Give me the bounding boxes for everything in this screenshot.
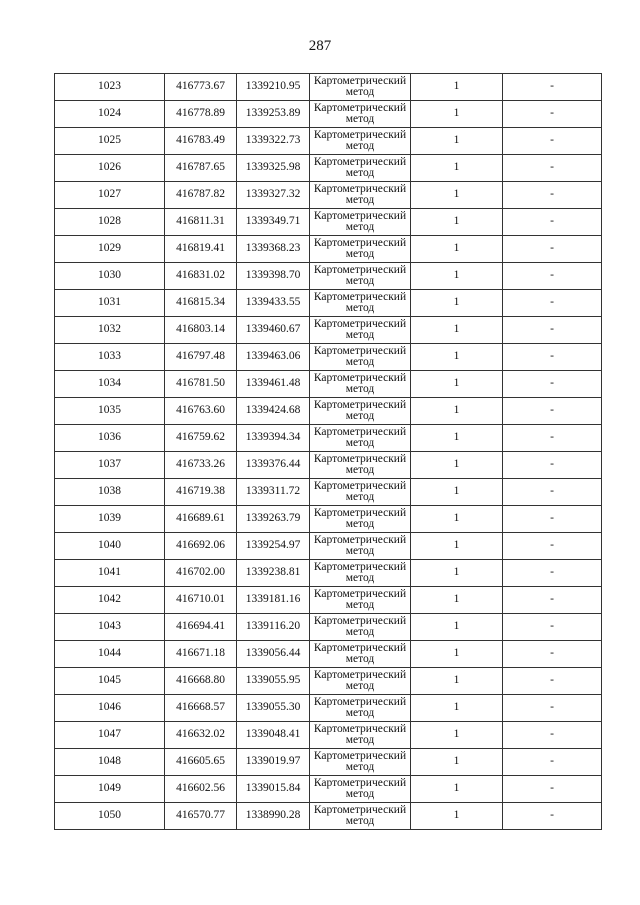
table-row xyxy=(55,722,602,749)
table-row xyxy=(55,776,602,803)
x-coordinate-cell: 416719.38 xyxy=(165,479,237,506)
method-line-1: Картометрический xyxy=(313,209,407,222)
method-line-1: Картометрический xyxy=(313,641,407,654)
table-row xyxy=(55,695,602,722)
x-coordinate-cell: 416605.65 xyxy=(165,749,237,776)
note-cell: - xyxy=(503,74,602,101)
y-coordinate-cell: 1339210.95 xyxy=(237,74,310,101)
method-cell xyxy=(310,479,411,506)
method-cell xyxy=(310,776,411,803)
method-line-2: метод xyxy=(345,410,375,422)
x-coordinate-cell: 416689.61 xyxy=(165,506,237,533)
note-cell: - xyxy=(503,344,602,371)
method-line-1: Картометрический xyxy=(313,101,407,114)
point-number-cell: 1032 xyxy=(55,317,165,344)
method-line-1: Картометрический xyxy=(313,587,407,600)
accuracy-cell: 1 xyxy=(411,587,503,614)
method-cell xyxy=(310,155,411,182)
y-coordinate-cell: 1339463.06 xyxy=(237,344,310,371)
accuracy-cell: 1 xyxy=(411,479,503,506)
accuracy-cell: 1 xyxy=(411,425,503,452)
method-cell xyxy=(310,74,411,101)
y-coordinate-cell: 1339254.97 xyxy=(237,533,310,560)
table-row xyxy=(55,128,602,155)
table-row xyxy=(55,344,602,371)
point-number-cell: 1023 xyxy=(55,74,165,101)
method-line-2: метод xyxy=(345,491,375,503)
method-cell xyxy=(310,209,411,236)
accuracy-cell: 1 xyxy=(411,668,503,695)
note-cell: - xyxy=(503,398,602,425)
method-cell xyxy=(310,614,411,641)
point-number-cell: 1036 xyxy=(55,425,165,452)
method-line-1: Картометрический xyxy=(313,344,407,357)
note-cell: - xyxy=(503,587,602,614)
table-row xyxy=(55,506,602,533)
method-line-2: метод xyxy=(345,275,375,287)
x-coordinate-cell: 416570.77 xyxy=(165,803,237,830)
method-cell xyxy=(310,236,411,263)
x-coordinate-cell: 416763.60 xyxy=(165,398,237,425)
accuracy-cell: 1 xyxy=(411,803,503,830)
point-number-cell: 1035 xyxy=(55,398,165,425)
method-line-1: Картометрический xyxy=(313,668,407,681)
method-cell xyxy=(310,425,411,452)
note-cell: - xyxy=(503,641,602,668)
point-number-cell: 1047 xyxy=(55,722,165,749)
x-coordinate-cell: 416803.14 xyxy=(165,317,237,344)
method-cell xyxy=(310,587,411,614)
point-number-cell: 1044 xyxy=(55,641,165,668)
method-line-2: метод xyxy=(345,194,375,206)
method-cell xyxy=(310,506,411,533)
y-coordinate-cell: 1339349.71 xyxy=(237,209,310,236)
method-line-2: метод xyxy=(345,653,375,665)
y-coordinate-cell: 1339424.68 xyxy=(237,398,310,425)
note-cell: - xyxy=(503,290,602,317)
method-line-2: метод xyxy=(345,626,375,638)
note-cell: - xyxy=(503,695,602,722)
note-cell: - xyxy=(503,749,602,776)
point-number-cell: 1050 xyxy=(55,803,165,830)
note-cell: - xyxy=(503,614,602,641)
y-coordinate-cell: 1339376.44 xyxy=(237,452,310,479)
method-line-1: Картометрический xyxy=(313,74,407,87)
method-line-2: метод xyxy=(345,221,375,233)
x-coordinate-cell: 416831.02 xyxy=(165,263,237,290)
accuracy-cell: 1 xyxy=(411,641,503,668)
table-row xyxy=(55,290,602,317)
table-row xyxy=(55,263,602,290)
method-cell xyxy=(310,128,411,155)
method-line-1: Картометрический xyxy=(313,776,407,789)
table-row xyxy=(55,155,602,182)
accuracy-cell: 1 xyxy=(411,371,503,398)
point-number-cell: 1040 xyxy=(55,533,165,560)
accuracy-cell: 1 xyxy=(411,317,503,344)
note-cell: - xyxy=(503,560,602,587)
note-cell: - xyxy=(503,101,602,128)
x-coordinate-cell: 416778.89 xyxy=(165,101,237,128)
accuracy-cell: 1 xyxy=(411,452,503,479)
point-number-cell: 1037 xyxy=(55,452,165,479)
method-line-2: метод xyxy=(345,302,375,314)
method-line-2: метод xyxy=(345,113,375,125)
method-line-2: метод xyxy=(345,383,375,395)
y-coordinate-cell: 1338990.28 xyxy=(237,803,310,830)
note-cell: - xyxy=(503,209,602,236)
method-line-2: метод xyxy=(345,329,375,341)
table-row xyxy=(55,182,602,209)
method-line-2: метод xyxy=(345,680,375,692)
method-line-1: Картометрический xyxy=(313,479,407,492)
y-coordinate-cell: 1339461.48 xyxy=(237,371,310,398)
accuracy-cell: 1 xyxy=(411,506,503,533)
y-coordinate-cell: 1339019.97 xyxy=(237,749,310,776)
method-line-1: Картометрический xyxy=(313,695,407,708)
method-line-2: метод xyxy=(345,167,375,179)
method-cell xyxy=(310,317,411,344)
point-number-cell: 1034 xyxy=(55,371,165,398)
method-line-2: метод xyxy=(345,734,375,746)
x-coordinate-cell: 416783.49 xyxy=(165,128,237,155)
accuracy-cell: 1 xyxy=(411,290,503,317)
x-coordinate-cell: 416815.34 xyxy=(165,290,237,317)
y-coordinate-cell: 1339116.20 xyxy=(237,614,310,641)
y-coordinate-cell: 1339048.41 xyxy=(237,722,310,749)
accuracy-cell: 1 xyxy=(411,776,503,803)
accuracy-cell: 1 xyxy=(411,209,503,236)
y-coordinate-cell: 1339055.30 xyxy=(237,695,310,722)
accuracy-cell: 1 xyxy=(411,560,503,587)
method-line-1: Картометрический xyxy=(313,452,407,465)
note-cell: - xyxy=(503,155,602,182)
x-coordinate-cell: 416710.01 xyxy=(165,587,237,614)
note-cell: - xyxy=(503,506,602,533)
method-line-1: Картометрический xyxy=(313,371,407,384)
method-line-2: метод xyxy=(345,437,375,449)
note-cell: - xyxy=(503,371,602,398)
point-number-cell: 1028 xyxy=(55,209,165,236)
note-cell: - xyxy=(503,452,602,479)
y-coordinate-cell: 1339181.16 xyxy=(237,587,310,614)
x-coordinate-cell: 416819.41 xyxy=(165,236,237,263)
method-cell xyxy=(310,749,411,776)
table-row xyxy=(55,479,602,506)
accuracy-cell: 1 xyxy=(411,614,503,641)
method-cell xyxy=(310,722,411,749)
y-coordinate-cell: 1339015.84 xyxy=(237,776,310,803)
x-coordinate-cell: 416759.62 xyxy=(165,425,237,452)
point-number-cell: 1033 xyxy=(55,344,165,371)
method-cell xyxy=(310,695,411,722)
method-line-1: Картометрический xyxy=(313,263,407,276)
table-row xyxy=(55,101,602,128)
method-cell xyxy=(310,344,411,371)
point-number-cell: 1042 xyxy=(55,587,165,614)
x-coordinate-cell: 416668.80 xyxy=(165,668,237,695)
note-cell: - xyxy=(503,776,602,803)
accuracy-cell: 1 xyxy=(411,344,503,371)
x-coordinate-cell: 416668.57 xyxy=(165,695,237,722)
x-coordinate-cell: 416702.00 xyxy=(165,560,237,587)
y-coordinate-cell: 1339056.44 xyxy=(237,641,310,668)
method-line-1: Картометрический xyxy=(313,722,407,735)
x-coordinate-cell: 416694.41 xyxy=(165,614,237,641)
method-line-2: метод xyxy=(345,572,375,584)
method-line-2: метод xyxy=(345,518,375,530)
method-line-1: Картометрический xyxy=(313,317,407,330)
table-row xyxy=(55,425,602,452)
method-line-2: метод xyxy=(345,356,375,368)
point-number-cell: 1025 xyxy=(55,128,165,155)
accuracy-cell: 1 xyxy=(411,236,503,263)
method-line-2: метод xyxy=(345,599,375,611)
accuracy-cell: 1 xyxy=(411,263,503,290)
point-number-cell: 1024 xyxy=(55,101,165,128)
accuracy-cell: 1 xyxy=(411,101,503,128)
method-line-1: Картометрический xyxy=(313,749,407,762)
accuracy-cell: 1 xyxy=(411,398,503,425)
y-coordinate-cell: 1339368.23 xyxy=(237,236,310,263)
coordinates-table xyxy=(54,73,602,830)
point-number-cell: 1043 xyxy=(55,614,165,641)
x-coordinate-cell: 416632.02 xyxy=(165,722,237,749)
table-row xyxy=(55,209,602,236)
note-cell: - xyxy=(503,803,602,830)
y-coordinate-cell: 1339055.95 xyxy=(237,668,310,695)
method-line-2: метод xyxy=(345,248,375,260)
x-coordinate-cell: 416733.26 xyxy=(165,452,237,479)
method-cell xyxy=(310,371,411,398)
note-cell: - xyxy=(503,425,602,452)
table-row xyxy=(55,560,602,587)
point-number-cell: 1045 xyxy=(55,668,165,695)
method-line-2: метод xyxy=(345,815,375,827)
x-coordinate-cell: 416787.82 xyxy=(165,182,237,209)
y-coordinate-cell: 1339433.55 xyxy=(237,290,310,317)
note-cell: - xyxy=(503,722,602,749)
accuracy-cell: 1 xyxy=(411,533,503,560)
accuracy-cell: 1 xyxy=(411,722,503,749)
method-line-2: метод xyxy=(345,545,375,557)
y-coordinate-cell: 1339263.79 xyxy=(237,506,310,533)
y-coordinate-cell: 1339325.98 xyxy=(237,155,310,182)
y-coordinate-cell: 1339238.81 xyxy=(237,560,310,587)
x-coordinate-cell: 416671.18 xyxy=(165,641,237,668)
method-line-1: Картометрический xyxy=(313,155,407,168)
note-cell: - xyxy=(503,479,602,506)
method-line-1: Картометрический xyxy=(313,533,407,546)
method-cell xyxy=(310,263,411,290)
accuracy-cell: 1 xyxy=(411,749,503,776)
accuracy-cell: 1 xyxy=(411,182,503,209)
method-line-1: Картометрический xyxy=(313,803,407,816)
point-number-cell: 1041 xyxy=(55,560,165,587)
table-row xyxy=(55,533,602,560)
x-coordinate-cell: 416811.31 xyxy=(165,209,237,236)
table-row xyxy=(55,371,602,398)
method-line-2: метод xyxy=(345,788,375,800)
x-coordinate-cell: 416602.56 xyxy=(165,776,237,803)
note-cell: - xyxy=(503,317,602,344)
y-coordinate-cell: 1339253.89 xyxy=(237,101,310,128)
point-number-cell: 1027 xyxy=(55,182,165,209)
point-number-cell: 1046 xyxy=(55,695,165,722)
point-number-cell: 1038 xyxy=(55,479,165,506)
note-cell: - xyxy=(503,182,602,209)
table-row xyxy=(55,398,602,425)
method-cell xyxy=(310,668,411,695)
method-line-1: Картометрический xyxy=(313,128,407,141)
method-line-2: метод xyxy=(345,761,375,773)
accuracy-cell: 1 xyxy=(411,695,503,722)
method-line-2: метод xyxy=(345,707,375,719)
point-number-cell: 1030 xyxy=(55,263,165,290)
note-cell: - xyxy=(503,668,602,695)
coordinates-table-body xyxy=(55,74,602,830)
page-number: 287 xyxy=(308,38,332,54)
y-coordinate-cell: 1339460.67 xyxy=(237,317,310,344)
y-coordinate-cell: 1339322.73 xyxy=(237,128,310,155)
method-cell xyxy=(310,182,411,209)
method-line-2: метод xyxy=(345,86,375,98)
table-row xyxy=(55,317,602,344)
table-row xyxy=(55,587,602,614)
method-cell xyxy=(310,398,411,425)
y-coordinate-cell: 1339327.32 xyxy=(237,182,310,209)
method-line-2: метод xyxy=(345,140,375,152)
table-row xyxy=(55,641,602,668)
note-cell: - xyxy=(503,236,602,263)
y-coordinate-cell: 1339398.70 xyxy=(237,263,310,290)
method-cell xyxy=(310,803,411,830)
accuracy-cell: 1 xyxy=(411,128,503,155)
table-row xyxy=(55,74,602,101)
point-number-cell: 1049 xyxy=(55,776,165,803)
method-line-1: Картометрический xyxy=(313,614,407,627)
table-row xyxy=(55,614,602,641)
method-line-1: Картометрический xyxy=(313,290,407,303)
method-line-1: Картометрический xyxy=(313,560,407,573)
method-line-1: Картометрический xyxy=(313,398,407,411)
method-cell xyxy=(310,560,411,587)
note-cell: - xyxy=(503,128,602,155)
method-line-1: Картометрический xyxy=(313,506,407,519)
method-cell xyxy=(310,290,411,317)
x-coordinate-cell: 416781.50 xyxy=(165,371,237,398)
y-coordinate-cell: 1339394.34 xyxy=(237,425,310,452)
note-cell: - xyxy=(503,533,602,560)
point-number-cell: 1029 xyxy=(55,236,165,263)
table-row xyxy=(55,749,602,776)
note-cell: - xyxy=(503,263,602,290)
x-coordinate-cell: 416787.65 xyxy=(165,155,237,182)
x-coordinate-cell: 416773.67 xyxy=(165,74,237,101)
accuracy-cell: 1 xyxy=(411,74,503,101)
method-cell xyxy=(310,101,411,128)
point-number-cell: 1039 xyxy=(55,506,165,533)
table-row xyxy=(55,452,602,479)
method-line-1: Картометрический xyxy=(313,236,407,249)
method-line-2: метод xyxy=(345,464,375,476)
x-coordinate-cell: 416797.48 xyxy=(165,344,237,371)
table-row xyxy=(55,668,602,695)
point-number-cell: 1048 xyxy=(55,749,165,776)
method-line-1: Картометрический xyxy=(313,182,407,195)
method-line-1: Картометрический xyxy=(313,425,407,438)
point-number-cell: 1031 xyxy=(55,290,165,317)
y-coordinate-cell: 1339311.72 xyxy=(237,479,310,506)
method-cell xyxy=(310,533,411,560)
accuracy-cell: 1 xyxy=(411,155,503,182)
point-number-cell: 1026 xyxy=(55,155,165,182)
x-coordinate-cell: 416692.06 xyxy=(165,533,237,560)
table-row xyxy=(55,236,602,263)
method-cell xyxy=(310,452,411,479)
method-cell xyxy=(310,641,411,668)
table-row xyxy=(55,803,602,830)
